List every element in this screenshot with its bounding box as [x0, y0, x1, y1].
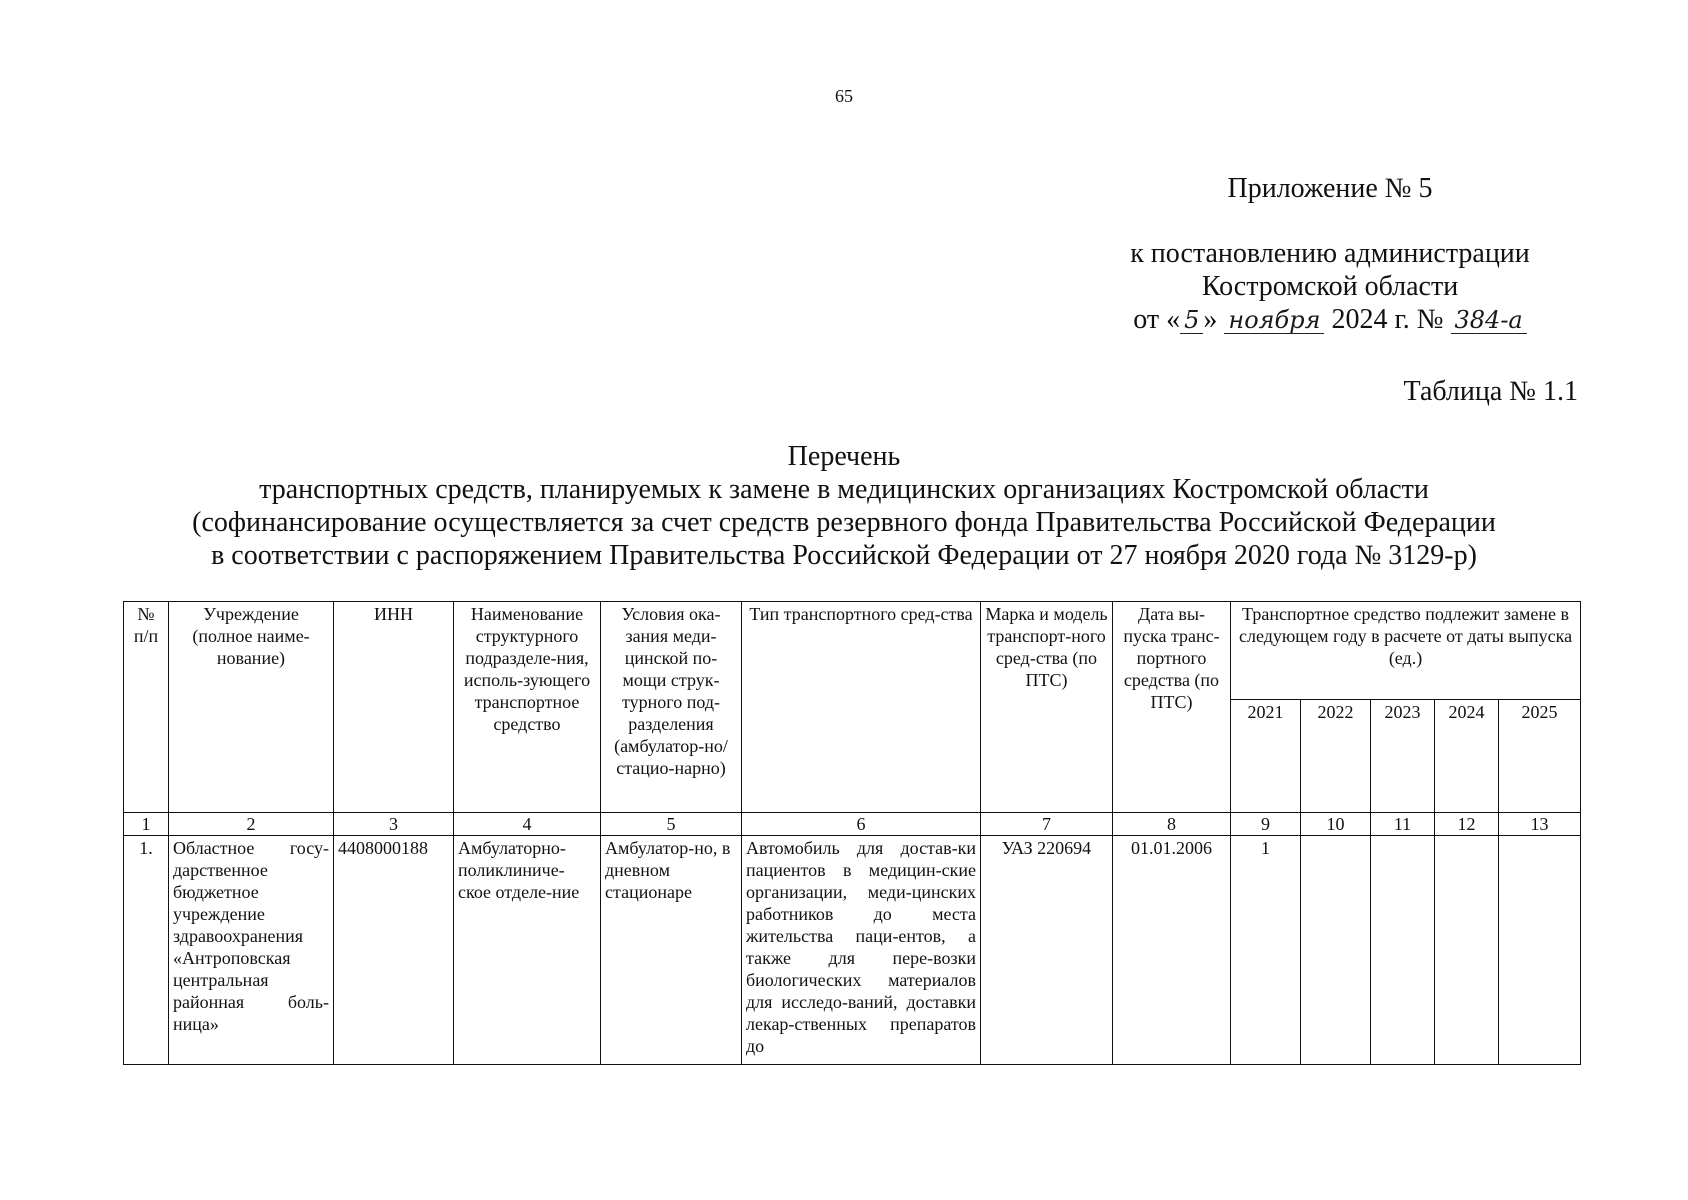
cell-2023 — [1371, 836, 1435, 1065]
header-year-2024: 2024 — [1435, 700, 1499, 813]
cell-release-date: 01.01.2006 — [1113, 836, 1231, 1065]
appendix-line-1: к постановлению администрации — [1130, 238, 1530, 269]
header-year-2022: 2022 — [1301, 700, 1371, 813]
handwritten-day: 5 — [1180, 307, 1203, 334]
column-number: 4 — [454, 813, 601, 836]
appendix-line-2: Костромской области — [1201, 271, 1459, 302]
document-title — [0, 440, 1688, 572]
cell-2022 — [1301, 836, 1371, 1065]
column-number: 13 — [1499, 813, 1581, 836]
header-year-2021: 2021 — [1231, 700, 1301, 813]
column-number: 7 — [981, 813, 1113, 836]
cell-brand: УАЗ 220694 — [981, 836, 1113, 1065]
header-vehicle-type: Тип транспортного сред-ства — [742, 602, 981, 813]
cell-conditions: Амбулатор-но, в дневном стационаре — [601, 836, 742, 1065]
title-line-1: Перечень — [787, 441, 901, 472]
column-number: 12 — [1435, 813, 1499, 836]
title-line-2: транспортных средств, планируемых к замене в медицинских организациях Костромской области — [259, 474, 1429, 505]
column-number: 5 — [601, 813, 742, 836]
cell-inn: 4408000188 — [334, 836, 454, 1065]
cell-num: 1. — [124, 836, 169, 1065]
column-number: 1 — [124, 813, 169, 836]
column-number: 11 — [1371, 813, 1435, 836]
title-line-4: в соответствии с распоряжением Правительства Российской Федерации от 27 ноября 2020 года № 3129-р) — [211, 540, 1477, 571]
header-institution: Учреждение (полное наиме-нование) — [169, 602, 334, 813]
column-number: 9 — [1231, 813, 1301, 836]
column-number: 6 — [742, 813, 981, 836]
table-number: Таблица № 1.1 — [1403, 376, 1578, 407]
header-replacement-group: Транспортное средство подлежит замене в следующем году в расчете от даты выпуска (ед.) — [1231, 602, 1581, 700]
cell-vehicle-type: Автомобиль для достав-ки пациентов в медицин-ские организации, меди-цинских работников до места жительства паци-ентов, а также для пере-возки биологических материалов для исследо-ваний, доставки лекар-ственных препаратов до — [742, 836, 981, 1065]
header-num: № п/п — [124, 602, 169, 813]
cell-2025 — [1499, 836, 1581, 1065]
column-number: 8 — [1113, 813, 1231, 836]
appendix-date-line — [1080, 303, 1580, 336]
handwritten-number: 384-а — [1451, 307, 1527, 334]
cell-subdivision: Амбулаторно-поликлиниче-ское отделе-ние — [454, 836, 601, 1065]
cell-institution: Областное госу-дарственное бюджетное учреждение здравоохранения «Антроповская центральная районная боль-ница» — [169, 836, 334, 1065]
table-row — [124, 836, 1581, 1065]
column-number: 10 — [1301, 813, 1371, 836]
column-number: 3 — [334, 813, 454, 836]
header-inn: ИНН — [334, 602, 454, 813]
header-release-date: Дата вы-пуска транс-портного средства (по ПТС) — [1113, 602, 1231, 813]
column-number: 2 — [169, 813, 334, 836]
cell-2021: 1 — [1231, 836, 1301, 1065]
year-text: 2024 г. № — [1331, 304, 1444, 335]
header-brand: Марка и модель транспорт-ного сред-ства (по ПТС) — [981, 602, 1113, 813]
page-number: 65 — [835, 86, 853, 106]
handwritten-month: ноября — [1224, 307, 1324, 334]
column-number-row — [124, 813, 1581, 836]
header-year-2025: 2025 — [1499, 700, 1581, 813]
date-mid: » — [1203, 304, 1218, 335]
header-year-2023: 2023 — [1371, 700, 1435, 813]
date-prefix: от « — [1133, 304, 1181, 335]
appendix-block — [1080, 172, 1580, 336]
appendix-title: Приложение № 5 — [1227, 173, 1433, 204]
title-line-3: (софинансирование осуществляется за счет средств резервного фонда Правительства Российской Федерации — [192, 507, 1496, 538]
cell-2024 — [1435, 836, 1499, 1065]
vehicle-replacement-table — [123, 601, 1581, 1065]
header-conditions: Условия ока-зания меди-цинской по-мощи струк-турного под-разделения (амбулатор-но/стацио-нарно) — [601, 602, 742, 813]
header-subdivision: Наименование структурного подразделе-ния, исполь-зующего транспортное средство — [454, 602, 601, 813]
